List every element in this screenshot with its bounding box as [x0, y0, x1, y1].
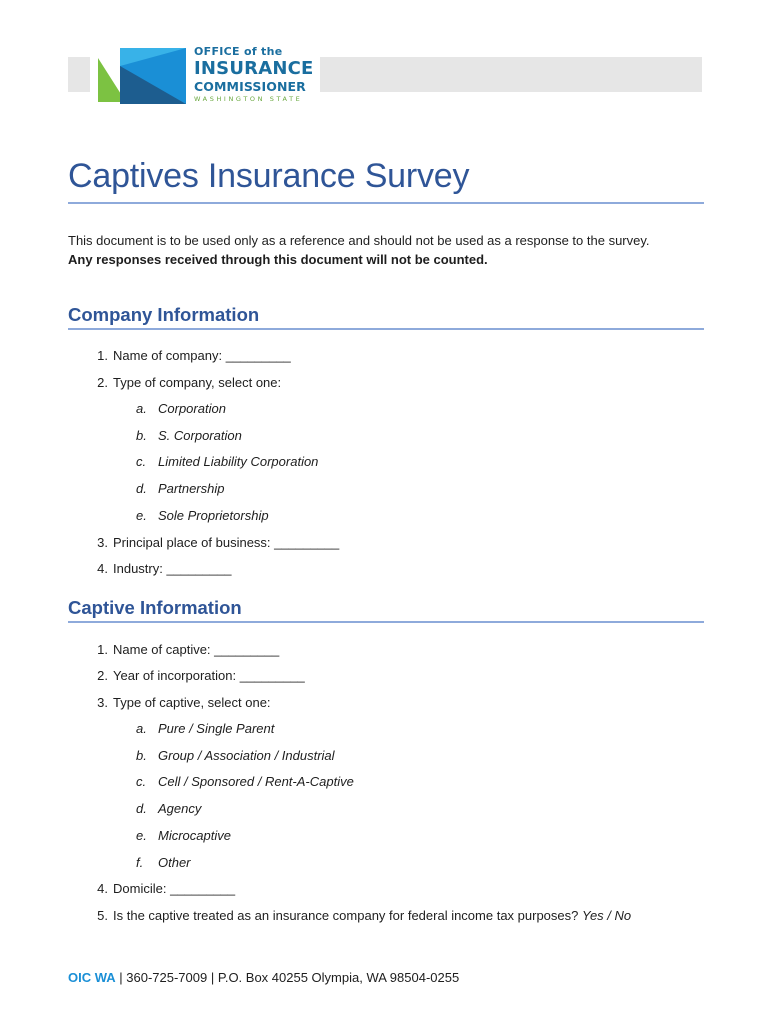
question-text-body: Is the captive treated as an insurance company for federal income tax purposes? [113, 908, 582, 923]
company-section-divider [68, 328, 704, 330]
question-text: Type of company, select one: [113, 375, 282, 390]
question-text: Year of incorporation: _________ [113, 668, 305, 683]
intro-line-1: This document is to be used only as a reference and should not be used as a response to the survey. [68, 233, 650, 248]
title-divider [68, 202, 704, 204]
question-number: 4. [97, 561, 108, 576]
question-text: Domicile: _________ [113, 881, 236, 896]
company-section-heading: Company Information [68, 304, 260, 325]
question-number: 1. [97, 348, 108, 363]
page-title: Captives Insurance Survey [68, 157, 470, 195]
option-text: Agency [158, 801, 202, 816]
option-letter: a. [136, 721, 147, 736]
option-letter: d. [136, 481, 147, 496]
question-number: 3. [97, 695, 108, 710]
logo-wordmark [194, 46, 314, 104]
option-text: Limited Liability Corporation [158, 454, 319, 469]
oic-logo [98, 46, 320, 108]
option-text: Other [158, 855, 191, 870]
logo-line-2: INSURANCE [194, 58, 314, 79]
footer-brand: OIC WA [68, 970, 116, 985]
option-text: Pure / Single Parent [158, 721, 275, 736]
yes-no-answer: Yes / No [581, 908, 632, 923]
option-text: Sole Proprietorship [158, 508, 269, 523]
captive-section-heading: Captive Information [68, 597, 242, 618]
question-text: Principal place of business: _________ [113, 535, 340, 550]
logo-line-1: OFFICE of the [194, 45, 283, 58]
logo-line-3: COMMISSIONER [194, 79, 306, 94]
question-number: 2. [97, 668, 108, 683]
option-text: Microcaptive [158, 828, 231, 843]
question-number: 1. [97, 642, 108, 657]
option-letter: d. [136, 801, 147, 816]
question-number: 5. [97, 908, 108, 923]
question-text: Name of captive: _________ [113, 642, 280, 657]
intro-notice [68, 231, 650, 269]
question-text: Industry: _________ [113, 561, 232, 576]
option-letter: c. [136, 774, 147, 789]
question-text: Type of captive, select one: [113, 695, 271, 710]
option-text: Partnership [158, 481, 225, 496]
option-letter: f. [136, 855, 144, 870]
header-band-left [68, 57, 90, 92]
footer-contact-details: | 360-725-7009 | P.O. Box 40255 Olympia, WA 98504-0255 [115, 970, 460, 985]
logo-line-4: WASHINGTON STATE [194, 95, 303, 103]
question-number: 3. [97, 535, 108, 550]
option-letter: e. [136, 508, 147, 523]
option-letter: e. [136, 828, 147, 843]
question-number: 4. [97, 881, 108, 896]
option-letter: b. [136, 428, 147, 443]
option-letter: a. [136, 401, 147, 416]
option-text: S. Corporation [158, 428, 242, 443]
captive-section-divider [68, 621, 704, 623]
option-text: Corporation [158, 401, 226, 416]
option-letter: b. [136, 748, 147, 763]
question-text [113, 908, 631, 924]
footer-contact [68, 970, 459, 985]
option-text: Group / Association / Industrial [158, 748, 335, 763]
question-text: Name of company: _________ [113, 348, 291, 363]
intro-line-2: Any responses received through this document will not be counted. [68, 252, 488, 267]
option-letter: c. [136, 454, 147, 469]
header-band-right [320, 57, 702, 92]
option-text: Cell / Sponsored / Rent-A-Captive [158, 774, 354, 789]
oic-logo-icon [98, 46, 194, 108]
question-number: 2. [97, 375, 108, 390]
